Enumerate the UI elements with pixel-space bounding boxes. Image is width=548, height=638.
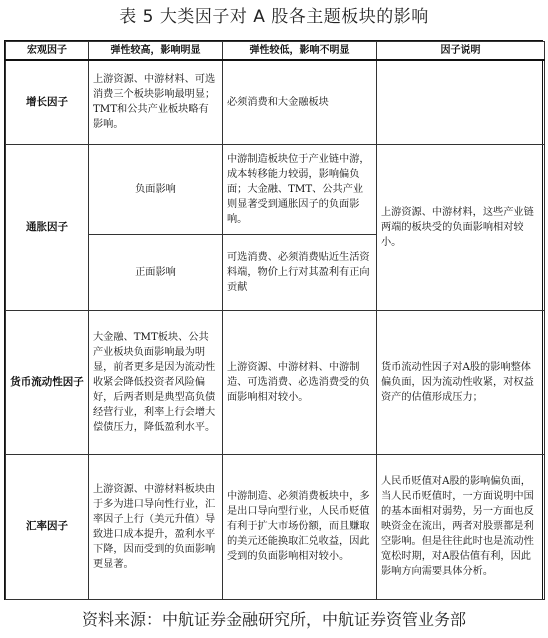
growth-low-cell: 必须消费和大金融板块 <box>223 60 377 144</box>
table-title: 表 5 大类因子对 A 股各主题板块的影响 <box>119 7 429 27</box>
inflation-positive-label: 正面影响 <box>89 234 223 310</box>
growth-note-cell <box>377 60 545 144</box>
inflation-negative-low-cell: 中游制造板块位于产业链中游，成本转移能力较弱，影响偏负面；大金融、TMT、公共产业则显著受到通胀因子的负面影响。 <box>223 144 377 234</box>
inflation-note-cell: 上游资源、中游材料，这些产业链两端的板块受的负面影响相对较小。 <box>377 144 545 310</box>
header-factor-note: 因子说明 <box>377 42 545 61</box>
inflation-negative-label: 负面影响 <box>89 144 223 234</box>
fx-low-cell: 中游制造、必须消费板块中，多是出口导向型行业，人民币贬值有利于扩大市场份额，而且赚取的美元还能换取汇兑收益，因此受到的负面影响相对较小。 <box>223 454 377 599</box>
header-high-elasticity: 弹性较高，影响明显 <box>89 42 223 61</box>
header-macro-factor: 宏观因子 <box>6 42 89 61</box>
growth-high-cell: 上游资源、中游材料、可选消费三个板块影响最明显；TMT和公共产业板块略有影响。 <box>89 60 223 144</box>
inflation-factor-label: 通胀因子 <box>6 144 89 310</box>
table-row-growth <box>6 60 545 144</box>
liquidity-note-cell: 货币流动性因子对A股的影响整体偏负面，因为流动性收紧，对权益资产的估值形成压力； <box>377 310 545 454</box>
table-row-liquidity <box>6 310 545 454</box>
source-caption: 资料来源：中航证券金融研究所，中航证券资管业务部 <box>81 610 466 629</box>
liquidity-high-cell: 大金融、TMT板块、公共产业板块负面影响最为明显，前者更多是因为流动性收紧会降低投资者风险偏好，后两者则是典型高负债经营行业，利率上行会增大偿债压力，降低盈利水平。 <box>89 310 223 454</box>
table-row-inflation-negative <box>6 144 545 234</box>
fx-factor-label: 汇率因子 <box>6 454 89 599</box>
growth-factor-label: 增长因子 <box>6 60 89 144</box>
factor-impact-table <box>4 40 543 600</box>
liquidity-factor-label: 货币流动性因子 <box>6 310 89 454</box>
liquidity-low-cell: 上游资源、中游材料、中游制造、可选消费、必选消费受的负面影响相对较小。 <box>223 310 377 454</box>
inflation-positive-low-cell: 可选消费、必须消费贴近生活资料端，物价上行对其盈利有正向贡献 <box>223 234 377 310</box>
table-row-fx <box>6 454 545 599</box>
table-header-row <box>6 42 545 61</box>
fx-high-cell: 上游资源、中游材料板块由于多为进口导向性行业，汇率因子上行（美元升值）导致进口成本提升，盈利水平下降，因而受到的负面影响更显著。 <box>89 454 223 599</box>
header-low-elasticity: 弹性较低，影响不明显 <box>223 42 377 61</box>
fx-note-cell: 人民币贬值对A股的影响偏负面，当人民币贬值时，一方面说明中国的基本面相对弱势，另一方面也反映资金在流出，两者对股票都是利空影响。但是往往此时也是流动性宽松时期，对A股估值有利，因此影响方向需要具体分析。 <box>377 454 545 599</box>
